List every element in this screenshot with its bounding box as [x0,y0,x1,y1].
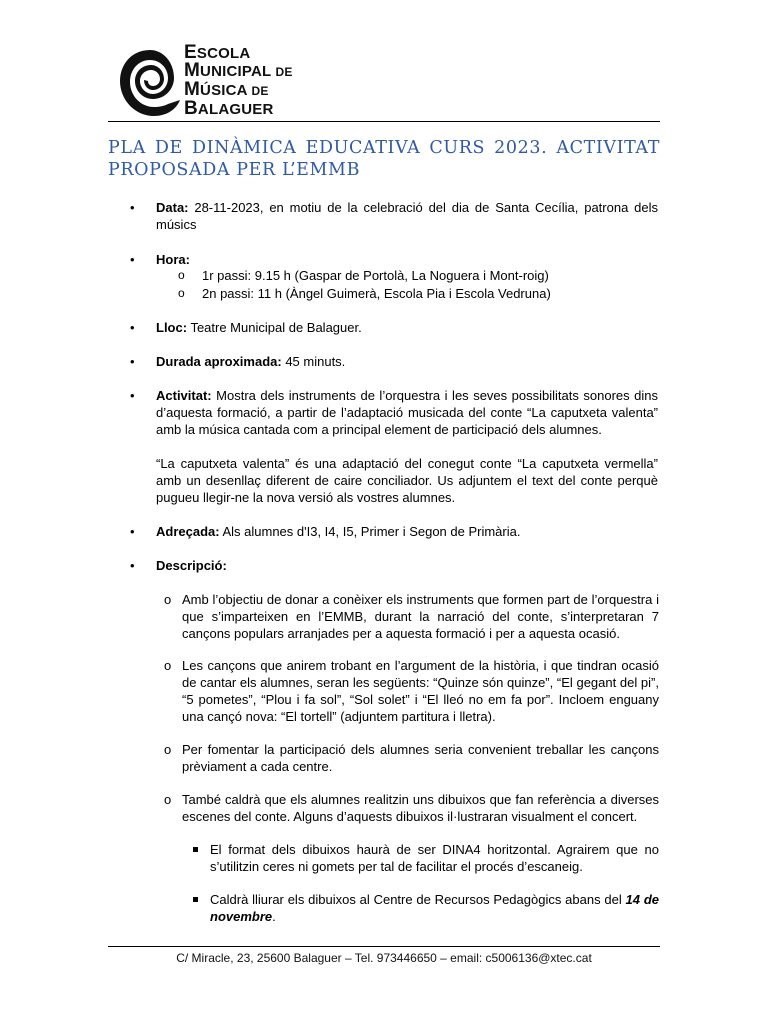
adrecada-text: Als alumnes d'I3, I4, I5, Primer i Segon de Primària. [219,524,521,539]
lliurar-end: . [272,909,276,924]
circle-bullet-icon: o [164,742,172,757]
bullet-icon: • [130,354,135,369]
bullet-icon: • [130,388,135,403]
durada-label: Durada aproximada: [156,354,282,369]
hora-passi-1: 1r passi: 9.15 h (Gaspar de Portolà, La Noguera i Mont-roig) [202,268,549,283]
circle-bullet-icon: o [164,792,172,807]
spiral-logo-icon [118,44,182,120]
lliurar-date: 14 de novembre [210,892,659,924]
bullet-icon: • [130,320,135,335]
bullet-icon: • [130,524,135,539]
bullet-icon: • [130,252,135,267]
data-text: 28-11-2023, en motiu de la celebració del dia de Santa Cecília, patrona dels músics [156,200,658,232]
footer-contact: C/ Miracle, 23, 25600 Balaguer – Tel. 973446650 – email: c5006136@xtec.cat [176,951,592,965]
circle-bullet-icon: o [164,592,172,607]
lliurar-text: Caldrà lliurar els dibuixos al Centre de Recursos Pedagògics abans del [210,892,626,907]
lloc-text: Teatre Municipal de Balaguer. [187,320,362,335]
footer-divider [108,946,660,947]
document-page: ESCOLA MUNICIPAL DE MÚSICA DE BALAGUER PLA DE DINÀMICA EDUCATIVA CURS 2023. ACTIVITAT PROPOSADA PER L’EMMB • Data: 28-11-2023, en motiu de la celebració del dia de Santa Cecília, patrona dels músics • Hora: o 1r passi: 9.15 h (Gaspar de Portolà, La Noguera i Mont-roig) o 2n passi: 11 h (Àngel Guimerà, Escola Pia i Escola Vedruna) • Lloc: Teatre Municipal de Balaguer. • Durada aproximada: 45 minuts. • Activitat: Mostra dels instruments de l’orquestra i les seves possibilitats sonores dins d’aquesta formació, a partir de l’adaptació musicada del conte “La caputxeta valenta” amb la música cantada com a principal element de participació dels alumnes. “La caputxeta valenta” és una adaptació del conegut conte “La caputxeta vermella” amb un desenllaç diferent de caire conciliador. Us adjuntem el text del conte perquè pugueu llegir-ne la nova versió als vostres alumnes. • Adreçada: Als alumnes d'I3, I4, I5, Primer i Segon de Primària. • Descripció: o Amb l’objectiu de donar a conèixer els instruments que formen part de l’orquestra i que s’imparteixen en l’EMMB, durant la narració del conte, s’interpretaran 7 cançons populars arranjades per a aquesta formació i per a aquesta ocasió. o Les cançons que anirem trobant en l’argument de la història, i que tindran ocasió de cantar els alumnes, seran les següents: “Quinze són quinze”, “El gegant del pi”, “5 pometes”, “Plou i fa sol”, “Sol solet” i “El lleó no em fa por”. Incloem enguany una cançó nova: “El tortell” (adjuntem partitura i lletra). o Per fomentar la participació dels alumnes seria convenient treballar les cançons prèviament a cada centre. o També caldrà que els alumnes realitzin uns dibuixos que fan referència a diverses escenes del conte. Alguns d’aquests dibuixos il·lustraran visualment el concert. El format dels dibuixos haurà de ser DINA4 horitzontal. Agrairem que no s’utilitzin ceres ni gomets per tal de facilitar el procés d’escaneig. Caldrà lliurar els dibuixos al Centre de Recursos Pedagògics abans del 14 de novembre. C/ Miracle, 23, 25600 Balaguer – Tel. 973446650 – email: c5006136@xtec.cat [108,42,660,965]
school-logo [118,44,358,124]
hora-passi-2: 2n passi: 11 h (Àngel Guimerà, Escola Pia i Escola Vedruna) [202,286,551,301]
square-bullet-icon [193,847,198,852]
circle-bullet-icon: o [164,658,172,673]
descripcio-label: Descripció: [156,558,227,573]
adrecada-label: Adreçada: [156,524,220,539]
circle-bullet-icon: o [178,268,185,282]
activitat-label: Activitat: [156,388,212,403]
hora-label: Hora: [156,252,190,267]
activitat-text: Mostra dels instruments de l’orquestra i les seves possibilitats sonores dins d’aquesta formació, a partir de l’adaptació musicada del conte “La caputxeta valenta” amb la música cantada com a principal element de participació dels alumnes. [156,388,658,437]
circle-bullet-icon: o [178,286,185,300]
document-title: PLA DE DINÀMICA EDUCATIVA CURS 2023. ACTIVITAT PROPOSADA PER L’EMMB [108,138,660,180]
durada-text: 45 minuts. [281,354,346,369]
square-bullet-icon [193,897,198,902]
header-divider [108,121,660,122]
data-label: Data: [156,200,189,215]
bullet-icon: • [130,200,135,215]
lloc-label: Lloc: [156,320,188,335]
bullet-icon: • [130,558,135,573]
activitat-paragraph-2: “La caputxeta valenta” és una adaptació del conegut conte “La caputxeta vermella” amb un desenllaç diferent de caire conciliador. Us adjuntem el text del conte perquè pugueu llegir-ne la nova versió als vostres alumnes. [156,456,658,505]
logo-wordmark: ESCOLA MUNICIPAL DE MÚSICA DE BALAGUER [184,42,293,119]
